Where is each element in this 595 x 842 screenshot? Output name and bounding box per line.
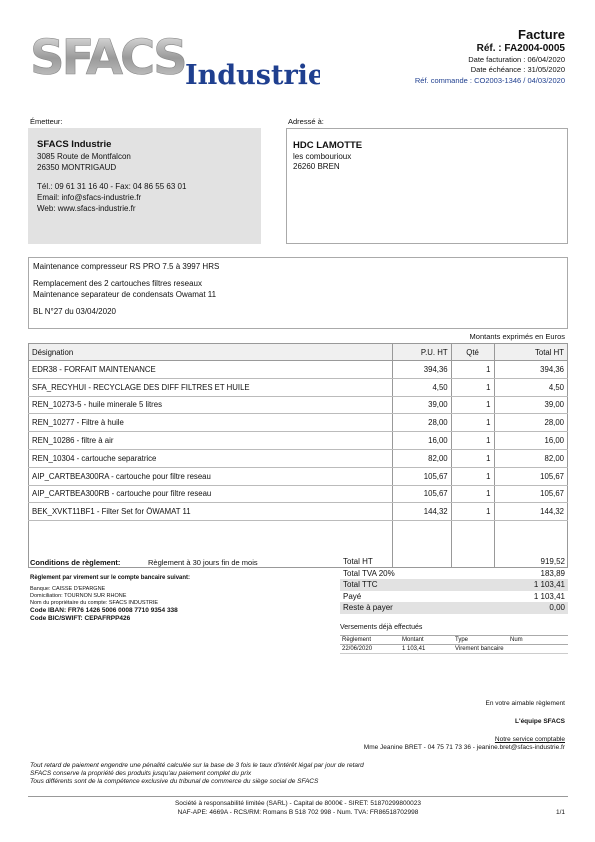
cell-designation: AIP_CARTBEA300RA - cartouche pour filtre reseau — [29, 467, 393, 485]
paid-value: 1 103,41 — [533, 591, 565, 601]
emitter-address1: 3085 Route de Montfalcon — [37, 152, 131, 161]
recipient-label: Adressé à: — [288, 117, 324, 126]
payments-header — [340, 635, 568, 645]
payments-col-num: Num — [510, 637, 523, 643]
table-row — [29, 503, 568, 521]
cell-total: 82,00 — [494, 449, 568, 467]
legal-notes — [30, 762, 364, 786]
legal-line: SFACS conserve la propriété des produits jusqu'au paiement complet du prix — [30, 770, 252, 777]
payments-title: Versements déjà effectués — [340, 624, 423, 631]
order-ref: Réf. commande : CO2003-1346 / 04/03/2020 — [414, 76, 565, 85]
payment-type: Virement bancaire — [455, 646, 504, 652]
cell-pu: 16,00 — [393, 432, 451, 450]
col-qty: Qté — [451, 344, 494, 361]
amounts-note: Montants exprimés en Euros — [469, 332, 565, 341]
payment-amount: 1 103,41 — [402, 646, 426, 652]
invoice-ref: Réf. : FA2004-0005 — [476, 43, 565, 54]
total-tva-value: 183,89 — [540, 568, 565, 578]
emitter-name: SFACS Industrie — [37, 139, 112, 150]
totals-box — [340, 556, 568, 614]
cell-total: 105,67 — [494, 467, 568, 485]
note-line: Maintenance separateur de condensats Owamat 11 — [33, 290, 217, 299]
cell-total: 394,36 — [494, 361, 568, 379]
total-tva-row — [340, 568, 568, 580]
cell-pu: 28,00 — [393, 414, 451, 432]
total-ht-label: Total HT — [343, 557, 373, 566]
recipient-name: HDC LAMOTTE — [293, 140, 363, 151]
cell-qty: 1 — [451, 485, 494, 503]
total-ttc-row — [340, 579, 568, 591]
bank-domiciliation: Domiciliation: TOURNON SUR RHONE — [30, 593, 127, 599]
accounting-service: Notre service comptable — [494, 736, 565, 743]
due-date: Date échéance : 31/05/2020 — [470, 65, 565, 74]
note-line: BL N°27 du 03/04/2020 — [33, 307, 116, 316]
invoice-header — [415, 28, 565, 86]
table-row — [29, 449, 568, 467]
recipient-address2: 26260 BREN — [293, 162, 340, 171]
payments-col-type: Type — [455, 637, 469, 643]
cell-qty: 1 — [451, 361, 494, 379]
payment-conditions — [30, 558, 330, 623]
items-table — [28, 343, 568, 568]
table-row — [29, 414, 568, 432]
emitter-web: Web: www.sfacs-industrie.fr — [37, 204, 136, 213]
emitter-phone: Tél.: 09 61 31 16 40 - Fax: 04 86 55 63 01 — [37, 182, 187, 191]
company-logo — [30, 30, 320, 90]
cell-qty: 1 — [451, 467, 494, 485]
bank-name: Banque: CAISSE D'EPARGNE — [30, 586, 106, 592]
payments-col-date: Règlement — [342, 637, 372, 643]
notes-box — [28, 257, 568, 329]
footer-line: NAF-APE: 4669A - RCS/RM: Romans B 518 702 998 - Num. TVA: FR86518702998 — [177, 809, 419, 816]
cell-designation: REN_10277 - Filtre à huile — [29, 414, 393, 432]
table-row — [29, 467, 568, 485]
emitter-label: Émetteur: — [30, 117, 63, 126]
cell-qty: 1 — [451, 378, 494, 396]
emitter-email: Email: info@sfacs-industrie.fr — [37, 193, 142, 202]
cell-total: 39,00 — [494, 396, 568, 414]
payments-box — [340, 624, 568, 654]
team-name: L'équipe SFACS — [515, 718, 565, 725]
cell-total: 105,67 — [494, 485, 568, 503]
cell-pu: 82,00 — [393, 449, 451, 467]
transfer-label: Règlement par virement sur le compte bancaire suivant: — [30, 575, 191, 581]
total-tva-label: Total TVA 20% — [343, 568, 395, 578]
total-ht-value: 919,52 — [540, 557, 565, 566]
cell-qty: 1 — [451, 432, 494, 450]
cell-designation: REN_10286 - filtre à air — [29, 432, 393, 450]
cell-pu: 4,50 — [393, 378, 451, 396]
table-row — [29, 361, 568, 379]
payment-num — [510, 646, 560, 652]
sfacs-logo-graphic — [30, 30, 320, 90]
invoice-date: Date facturation : 06/04/2020 — [468, 55, 565, 64]
emitter-address2: 26350 MONTRIGAUD — [37, 163, 117, 172]
contact-line: Mme Jeanine BRET - 04 75 71 73 36 - jeanine.bret@sfacs-industrie.fr — [363, 744, 565, 751]
payment-row — [340, 645, 568, 654]
legal-line: Tout retard de paiement engendre une pénalité calculée sur la base de 3 fois le taux d'intérêt légal par jour de retard — [30, 762, 364, 769]
remaining-row — [340, 602, 568, 614]
cell-qty: 1 — [451, 396, 494, 414]
remaining-value: 0,00 — [549, 603, 565, 612]
bic: Code BIC/SWIFT: CEPAFRPP426 — [30, 615, 131, 622]
paid-label: Payé — [343, 591, 362, 601]
payments-col-amount: Montant — [402, 637, 424, 643]
cell-designation: EDR38 - FORFAIT MAINTENANCE — [29, 361, 393, 379]
cell-pu: 105,67 — [393, 485, 451, 503]
cell-designation: BEK_XVKT11BF1 - Filter Set for ÖWAMAT 11 — [29, 503, 393, 521]
cell-total: 4,50 — [494, 378, 568, 396]
total-ttc-value: 1 103,41 — [533, 580, 565, 589]
cell-pu: 144,32 — [393, 503, 451, 521]
legal-line: Tous différents sont de la compétence exclusive du tribunal de commerce du siège social de SFACS — [30, 778, 319, 785]
doc-type: Facture — [518, 27, 565, 42]
total-ttc-label: Total TTC — [343, 580, 378, 589]
account-owner: Nom du propriétaire du compte: SFACS INDUSTRIE — [30, 600, 159, 606]
footer-line: Société à responsabilité limitée (SARL) - Capital de 8000€ - SIRET: 51870299800023 — [174, 800, 422, 807]
table-row — [29, 396, 568, 414]
note-line: Remplacement des 2 cartouches filtres reseaux — [33, 279, 202, 288]
footer — [28, 796, 568, 817]
col-pu: P.U. HT — [393, 344, 451, 361]
cell-qty: 1 — [451, 503, 494, 521]
payment-date: 22/06/2020 — [342, 646, 373, 652]
conditions-label: Conditions de règlement: — [30, 558, 121, 567]
cell-qty: 1 — [451, 449, 494, 467]
conditions-value: Règlement à 30 jours fin de mois — [148, 558, 258, 567]
cell-pu: 39,00 — [393, 396, 451, 414]
table-row — [29, 432, 568, 450]
note-line: Maintenance compresseur RS PRO 7.5 à 3997 HRS — [33, 262, 220, 271]
col-designation: Désignation — [29, 344, 393, 361]
paid-row — [340, 591, 568, 603]
table-header-row — [29, 344, 568, 361]
cell-pu: 105,67 — [393, 467, 451, 485]
iban: Code IBAN: FR76 1426 5006 0008 7710 9354 338 — [30, 607, 178, 614]
table-row — [29, 485, 568, 503]
cell-designation: REN_10304 - cartouche separatrice — [29, 449, 393, 467]
cell-pu: 394,36 — [393, 361, 451, 379]
remaining-label: Reste à payer — [343, 603, 393, 612]
cell-qty: 1 — [451, 414, 494, 432]
cell-total: 28,00 — [494, 414, 568, 432]
cell-designation: REN_10273-5 - huile minerale 5 litres — [29, 396, 393, 414]
logo-sub-text: Industrie — [185, 60, 320, 90]
cell-total: 16,00 — [494, 432, 568, 450]
recipient-box — [286, 128, 568, 244]
logo-main-text: SFACS — [30, 30, 185, 86]
cell-total: 144,32 — [494, 503, 568, 521]
signature-block — [364, 700, 565, 752]
total-ht-row — [340, 556, 568, 568]
table-row — [29, 378, 568, 396]
emitter-box — [28, 128, 261, 244]
cell-designation: SFA_RECYHUI - RECYCLAGE DES DIFF FILTRES ET HUILE — [29, 378, 393, 396]
greeting: En votre aimable règlement — [485, 700, 565, 707]
col-total: Total HT — [494, 344, 568, 361]
cell-designation: AIP_CARTBEA300RB - cartouche pour filtre reseau — [29, 485, 393, 503]
page-number: 1/1 — [555, 809, 565, 816]
recipient-address1: les combourioux — [293, 152, 352, 161]
